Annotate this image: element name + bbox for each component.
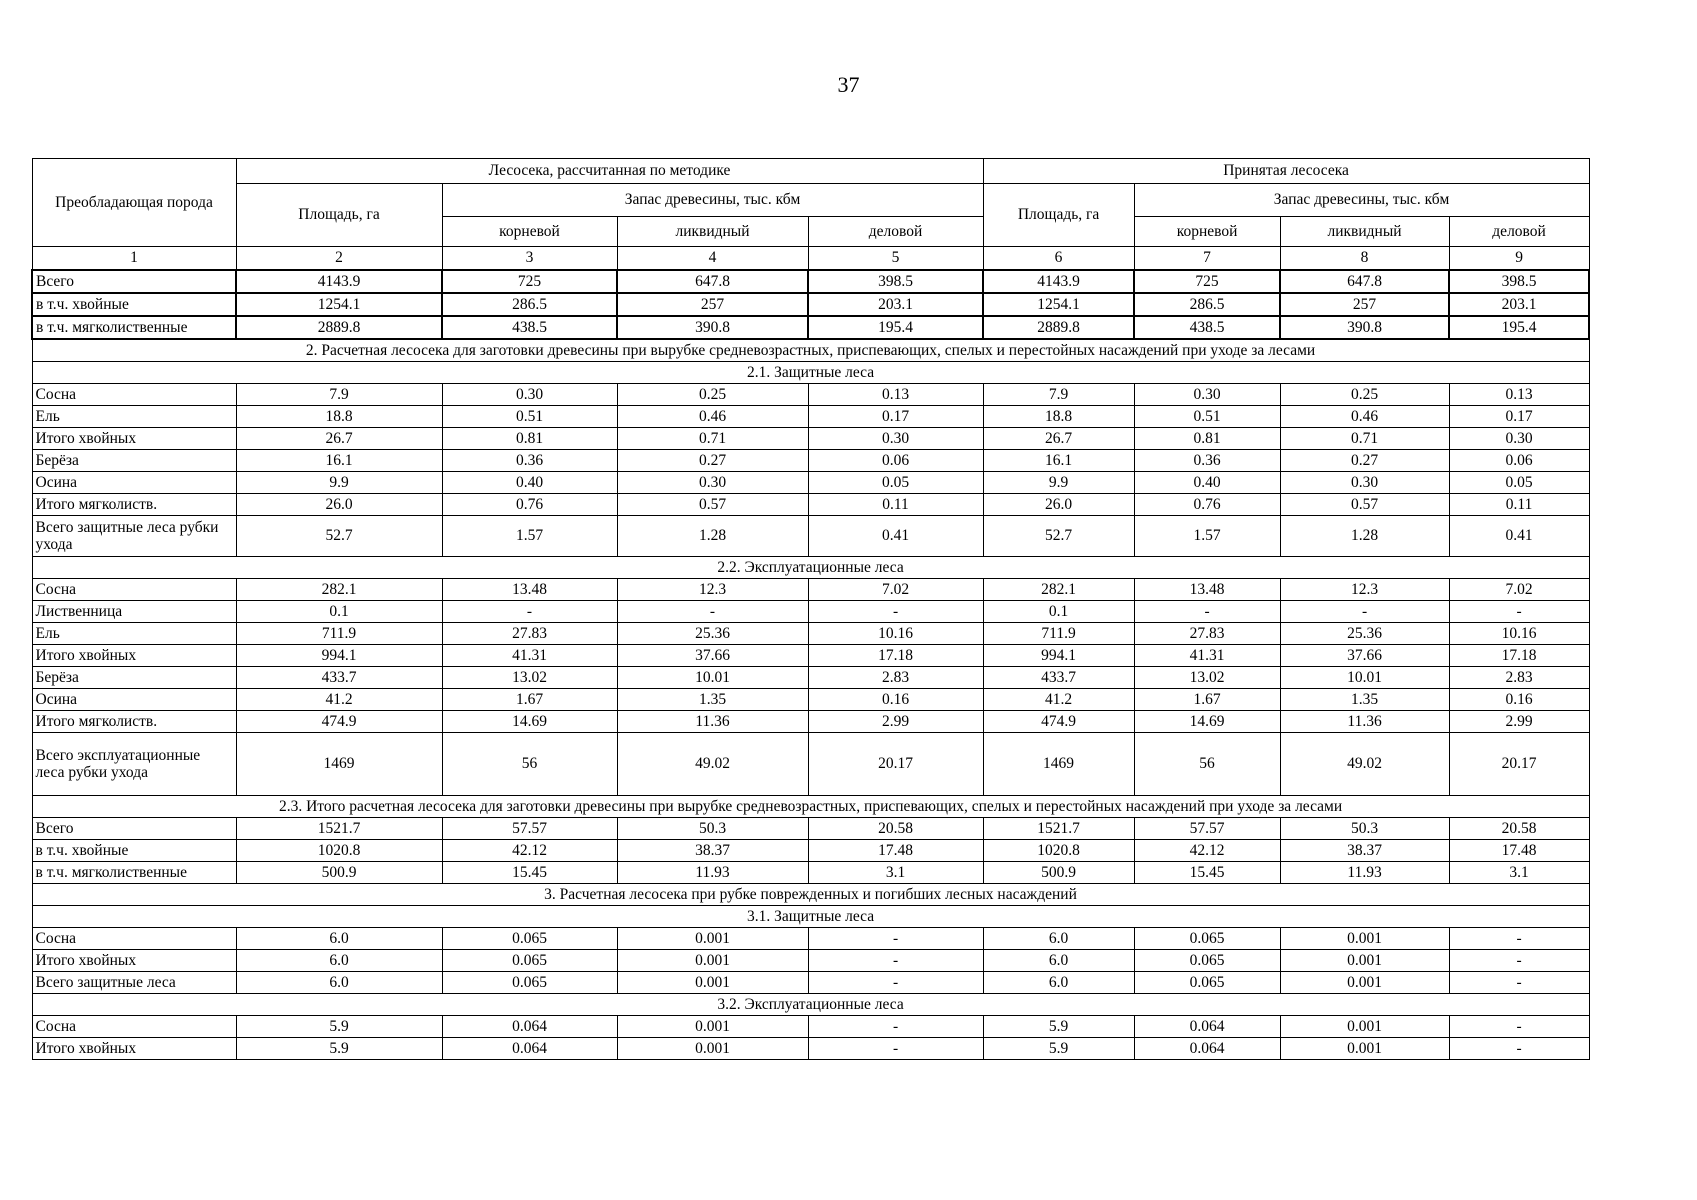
- species-cell: в т.ч. хвойные: [32, 840, 236, 862]
- value-cell: 0.1: [236, 601, 442, 623]
- table-row: [32, 623, 1589, 645]
- value-cell: 1.35: [617, 689, 808, 711]
- value-cell: 6.0: [236, 950, 442, 972]
- species-cell: в т.ч. мягколиственные: [32, 316, 236, 339]
- value-cell: 27.83: [1134, 623, 1280, 645]
- value-cell: 12.3: [617, 579, 808, 601]
- species-cell: Сосна: [32, 384, 236, 406]
- value-cell: 3.1: [808, 862, 983, 884]
- value-cell: 0.13: [1449, 384, 1589, 406]
- species-cell: Ель: [32, 623, 236, 645]
- species-cell: Всего защитные леса рубки ухода: [32, 516, 236, 557]
- section-heading: 2.2. Эксплуатационные леса: [32, 557, 1589, 579]
- value-cell: -: [617, 601, 808, 623]
- value-cell: 390.8: [1280, 316, 1449, 339]
- value-cell: 286.5: [1134, 293, 1280, 316]
- value-cell: 1521.7: [983, 818, 1134, 840]
- value-cell: -: [1280, 601, 1449, 623]
- value-cell: 0.1: [983, 601, 1134, 623]
- species-cell: Сосна: [32, 1016, 236, 1038]
- value-cell: 37.66: [617, 645, 808, 667]
- table-row: [32, 428, 1589, 450]
- value-cell: 49.02: [617, 733, 808, 796]
- value-cell: 11.93: [1280, 862, 1449, 884]
- section-row: [32, 884, 1589, 906]
- value-cell: 1.35: [1280, 689, 1449, 711]
- value-cell: 0.46: [1280, 406, 1449, 428]
- value-cell: 0.17: [808, 406, 983, 428]
- value-cell: 20.17: [808, 733, 983, 796]
- value-cell: 203.1: [1449, 293, 1589, 316]
- header-business-accepted: деловой: [1449, 217, 1589, 247]
- column-number: 4: [617, 247, 808, 271]
- value-cell: 50.3: [617, 818, 808, 840]
- value-cell: 0.065: [442, 972, 617, 994]
- table-row: [32, 1016, 1589, 1038]
- value-cell: 0.001: [617, 1016, 808, 1038]
- table-row: [32, 293, 1589, 316]
- value-cell: 50.3: [1280, 818, 1449, 840]
- value-cell: 0.25: [617, 384, 808, 406]
- value-cell: 286.5: [442, 293, 617, 316]
- column-number: 1: [32, 247, 236, 271]
- value-cell: 2.83: [1449, 667, 1589, 689]
- header-business-calculated: деловой: [808, 217, 983, 247]
- value-cell: 0.81: [1134, 428, 1280, 450]
- table-row: [32, 840, 1589, 862]
- species-cell: Лиственница: [32, 601, 236, 623]
- header-area-calculated: Площадь, га: [236, 184, 442, 247]
- value-cell: 5.9: [983, 1016, 1134, 1038]
- header-area-accepted: Площадь, га: [983, 184, 1134, 247]
- table-row: [32, 384, 1589, 406]
- table-row: [32, 711, 1589, 733]
- value-cell: 1.57: [442, 516, 617, 557]
- value-cell: 0.71: [1280, 428, 1449, 450]
- value-cell: 438.5: [1134, 316, 1280, 339]
- value-cell: 14.69: [1134, 711, 1280, 733]
- value-cell: 41.2: [983, 689, 1134, 711]
- value-cell: 13.02: [1134, 667, 1280, 689]
- value-cell: 0.46: [617, 406, 808, 428]
- value-cell: 20.58: [808, 818, 983, 840]
- table-row: [32, 689, 1589, 711]
- value-cell: 0.065: [1134, 928, 1280, 950]
- value-cell: 0.001: [1280, 1016, 1449, 1038]
- column-number: 9: [1449, 247, 1589, 271]
- value-cell: 438.5: [442, 316, 617, 339]
- species-cell: Всего эксплуатационные леса рубки ухода: [32, 733, 236, 796]
- value-cell: 195.4: [808, 316, 983, 339]
- value-cell: 0.30: [1134, 384, 1280, 406]
- value-cell: 0.40: [442, 472, 617, 494]
- species-cell: Сосна: [32, 928, 236, 950]
- section-heading: 3.2. Эксплуатационные леса: [32, 994, 1589, 1016]
- value-cell: 38.37: [617, 840, 808, 862]
- value-cell: 6.0: [983, 950, 1134, 972]
- value-cell: 56: [1134, 733, 1280, 796]
- forest-cutting-table: [31, 158, 1590, 1060]
- value-cell: 10.01: [617, 667, 808, 689]
- table-row: [32, 667, 1589, 689]
- species-cell: Берёза: [32, 450, 236, 472]
- value-cell: 4143.9: [983, 270, 1134, 293]
- value-cell: 37.66: [1280, 645, 1449, 667]
- value-cell: 0.13: [808, 384, 983, 406]
- value-cell: 16.1: [236, 450, 442, 472]
- value-cell: 25.36: [1280, 623, 1449, 645]
- value-cell: 0.27: [1280, 450, 1449, 472]
- value-cell: 26.7: [236, 428, 442, 450]
- species-cell: Всего: [32, 818, 236, 840]
- value-cell: 57.57: [1134, 818, 1280, 840]
- value-cell: 52.7: [983, 516, 1134, 557]
- table-row: [32, 450, 1589, 472]
- table-body: [32, 270, 1589, 1060]
- species-cell: Всего защитные леса: [32, 972, 236, 994]
- value-cell: 1469: [983, 733, 1134, 796]
- value-cell: 1020.8: [236, 840, 442, 862]
- header-group-calculated: Лесосека, рассчитанная по методике: [236, 159, 983, 184]
- value-cell: 18.8: [983, 406, 1134, 428]
- value-cell: 3.1: [1449, 862, 1589, 884]
- value-cell: 0.001: [617, 1038, 808, 1060]
- value-cell: 474.9: [236, 711, 442, 733]
- value-cell: 1469: [236, 733, 442, 796]
- value-cell: 6.0: [236, 928, 442, 950]
- value-cell: 17.18: [808, 645, 983, 667]
- value-cell: 26.0: [983, 494, 1134, 516]
- value-cell: 433.7: [236, 667, 442, 689]
- value-cell: 15.45: [1134, 862, 1280, 884]
- table-row: [32, 733, 1589, 796]
- section-heading: 3.1. Защитные леса: [32, 906, 1589, 928]
- value-cell: 0.065: [1134, 950, 1280, 972]
- value-cell: 0.25: [1280, 384, 1449, 406]
- column-number: 3: [442, 247, 617, 271]
- value-cell: 41.31: [442, 645, 617, 667]
- header-liquid-accepted: ликвидный: [1280, 217, 1449, 247]
- value-cell: 0.11: [808, 494, 983, 516]
- value-cell: 0.30: [1280, 472, 1449, 494]
- value-cell: 0.16: [1449, 689, 1589, 711]
- table-row: [32, 516, 1589, 557]
- value-cell: 7.02: [808, 579, 983, 601]
- value-cell: 4143.9: [236, 270, 442, 293]
- species-cell: Сосна: [32, 579, 236, 601]
- value-cell: -: [808, 1038, 983, 1060]
- value-cell: 390.8: [617, 316, 808, 339]
- value-cell: 18.8: [236, 406, 442, 428]
- table-row: [32, 601, 1589, 623]
- value-cell: 647.8: [1280, 270, 1449, 293]
- species-cell: Итого мягколиств.: [32, 711, 236, 733]
- value-cell: -: [808, 950, 983, 972]
- value-cell: 42.12: [442, 840, 617, 862]
- value-cell: 20.17: [1449, 733, 1589, 796]
- value-cell: 0.51: [1134, 406, 1280, 428]
- table-row: [32, 928, 1589, 950]
- value-cell: 0.30: [808, 428, 983, 450]
- value-cell: 0.064: [1134, 1016, 1280, 1038]
- table-row: [32, 270, 1589, 293]
- value-cell: 1254.1: [236, 293, 442, 316]
- value-cell: -: [1449, 1016, 1589, 1038]
- value-cell: 1020.8: [983, 840, 1134, 862]
- value-cell: 26.0: [236, 494, 442, 516]
- column-number: 8: [1280, 247, 1449, 271]
- value-cell: 0.05: [808, 472, 983, 494]
- value-cell: 10.16: [1449, 623, 1589, 645]
- value-cell: 282.1: [236, 579, 442, 601]
- species-cell: Итого хвойных: [32, 950, 236, 972]
- value-cell: 15.45: [442, 862, 617, 884]
- species-cell: в т.ч. хвойные: [32, 293, 236, 316]
- table-row: [32, 1038, 1589, 1060]
- section-row: [32, 906, 1589, 928]
- species-cell: Итого хвойных: [32, 428, 236, 450]
- value-cell: 13.48: [442, 579, 617, 601]
- value-cell: 6.0: [983, 972, 1134, 994]
- section-heading: 2.1. Защитные леса: [32, 362, 1589, 384]
- value-cell: 398.5: [808, 270, 983, 293]
- value-cell: 0.06: [808, 450, 983, 472]
- value-cell: 5.9: [236, 1038, 442, 1060]
- species-cell: Осина: [32, 689, 236, 711]
- value-cell: 49.02: [1280, 733, 1449, 796]
- header-species: Преобладающая порода: [32, 159, 236, 247]
- value-cell: 6.0: [236, 972, 442, 994]
- value-cell: 20.58: [1449, 818, 1589, 840]
- value-cell: 0.001: [1280, 928, 1449, 950]
- value-cell: 1521.7: [236, 818, 442, 840]
- value-cell: 1254.1: [983, 293, 1134, 316]
- value-cell: 17.48: [1449, 840, 1589, 862]
- species-cell: Итого хвойных: [32, 1038, 236, 1060]
- value-cell: 0.41: [1449, 516, 1589, 557]
- table-row: [32, 494, 1589, 516]
- value-cell: 500.9: [983, 862, 1134, 884]
- value-cell: 5.9: [236, 1016, 442, 1038]
- value-cell: 0.11: [1449, 494, 1589, 516]
- section-row: [32, 339, 1589, 362]
- value-cell: 1.67: [1134, 689, 1280, 711]
- value-cell: 0.36: [442, 450, 617, 472]
- value-cell: 0.71: [617, 428, 808, 450]
- value-cell: -: [808, 928, 983, 950]
- value-cell: 1.28: [617, 516, 808, 557]
- column-number: 6: [983, 247, 1134, 271]
- value-cell: -: [1449, 972, 1589, 994]
- table-row: [32, 950, 1589, 972]
- header-stock-accepted: Запас древесины, тыс. кбм: [1134, 184, 1589, 217]
- section-heading: 2. Расчетная лесосека для заготовки древесины при вырубке средневозрастных, приспевающих, спелых и перестойных насаждений при уходе за лесами: [32, 339, 1589, 362]
- value-cell: 0.064: [1134, 1038, 1280, 1060]
- value-cell: 0.065: [442, 928, 617, 950]
- value-cell: 41.31: [1134, 645, 1280, 667]
- value-cell: -: [442, 601, 617, 623]
- value-cell: 0.065: [1134, 972, 1280, 994]
- species-cell: Итого хвойных: [32, 645, 236, 667]
- value-cell: 195.4: [1449, 316, 1589, 339]
- value-cell: 0.51: [442, 406, 617, 428]
- value-cell: 42.12: [1134, 840, 1280, 862]
- value-cell: 2.99: [1449, 711, 1589, 733]
- value-cell: 711.9: [983, 623, 1134, 645]
- header-stock-calculated: Запас древесины, тыс. кбм: [442, 184, 983, 217]
- value-cell: 0.064: [442, 1038, 617, 1060]
- value-cell: 11.93: [617, 862, 808, 884]
- value-cell: 0.30: [617, 472, 808, 494]
- value-cell: 56: [442, 733, 617, 796]
- value-cell: 0.001: [1280, 972, 1449, 994]
- header-root-accepted: корневой: [1134, 217, 1280, 247]
- value-cell: 9.9: [236, 472, 442, 494]
- value-cell: 994.1: [983, 645, 1134, 667]
- value-cell: 2889.8: [236, 316, 442, 339]
- value-cell: 0.064: [442, 1016, 617, 1038]
- value-cell: 25.36: [617, 623, 808, 645]
- value-cell: 711.9: [236, 623, 442, 645]
- value-cell: 0.30: [1449, 428, 1589, 450]
- value-cell: 0.001: [617, 950, 808, 972]
- value-cell: 12.3: [1280, 579, 1449, 601]
- table-row: [32, 406, 1589, 428]
- value-cell: 13.48: [1134, 579, 1280, 601]
- value-cell: 725: [442, 270, 617, 293]
- value-cell: 725: [1134, 270, 1280, 293]
- value-cell: 0.40: [1134, 472, 1280, 494]
- value-cell: 282.1: [983, 579, 1134, 601]
- species-cell: Всего: [32, 270, 236, 293]
- value-cell: 2.99: [808, 711, 983, 733]
- column-number: 7: [1134, 247, 1280, 271]
- value-cell: 0.41: [808, 516, 983, 557]
- value-cell: -: [1449, 601, 1589, 623]
- value-cell: 9.9: [983, 472, 1134, 494]
- value-cell: 257: [617, 293, 808, 316]
- value-cell: 52.7: [236, 516, 442, 557]
- table-row: [32, 472, 1589, 494]
- value-cell: 6.0: [983, 928, 1134, 950]
- value-cell: -: [1449, 1038, 1589, 1060]
- header-group-accepted: Принятая лесосека: [983, 159, 1589, 184]
- value-cell: 474.9: [983, 711, 1134, 733]
- value-cell: 0.06: [1449, 450, 1589, 472]
- value-cell: 5.9: [983, 1038, 1134, 1060]
- value-cell: 0.001: [1280, 950, 1449, 972]
- column-number: 2: [236, 247, 442, 271]
- value-cell: 0.30: [442, 384, 617, 406]
- column-number: 5: [808, 247, 983, 271]
- value-cell: 0.001: [1280, 1038, 1449, 1060]
- table-row: [32, 972, 1589, 994]
- value-cell: 398.5: [1449, 270, 1589, 293]
- value-cell: 26.7: [983, 428, 1134, 450]
- value-cell: 0.001: [617, 972, 808, 994]
- table-row: [32, 316, 1589, 339]
- value-cell: 0.001: [617, 928, 808, 950]
- value-cell: 0.16: [808, 689, 983, 711]
- species-cell: в т.ч. мягколиственные: [32, 862, 236, 884]
- value-cell: -: [1134, 601, 1280, 623]
- value-cell: -: [808, 1016, 983, 1038]
- section-heading: 2.3. Итого расчетная лесосека для заготовки древесины при вырубке средневозрастных, приспевающих, спелых и перестойных насаждений при уходе за лесами: [32, 796, 1589, 818]
- value-cell: -: [808, 972, 983, 994]
- value-cell: 10.16: [808, 623, 983, 645]
- value-cell: 17.48: [808, 840, 983, 862]
- value-cell: 0.36: [1134, 450, 1280, 472]
- value-cell: 0.76: [442, 494, 617, 516]
- value-cell: 38.37: [1280, 840, 1449, 862]
- value-cell: 0.76: [1134, 494, 1280, 516]
- value-cell: 0.81: [442, 428, 617, 450]
- value-cell: -: [808, 601, 983, 623]
- section-heading: 3. Расчетная лесосека при рубке поврежденных и погибших лесных насаждений: [32, 884, 1589, 906]
- value-cell: 0.57: [617, 494, 808, 516]
- table-row: [32, 645, 1589, 667]
- value-cell: -: [1449, 950, 1589, 972]
- value-cell: 2889.8: [983, 316, 1134, 339]
- value-cell: 203.1: [808, 293, 983, 316]
- value-cell: -: [1449, 928, 1589, 950]
- section-row: [32, 796, 1589, 818]
- value-cell: 0.05: [1449, 472, 1589, 494]
- value-cell: 7.9: [983, 384, 1134, 406]
- value-cell: 0.27: [617, 450, 808, 472]
- value-cell: 1.57: [1134, 516, 1280, 557]
- species-cell: Ель: [32, 406, 236, 428]
- value-cell: 1.67: [442, 689, 617, 711]
- section-row: [32, 994, 1589, 1016]
- value-cell: 500.9: [236, 862, 442, 884]
- value-cell: 57.57: [442, 818, 617, 840]
- value-cell: 1.28: [1280, 516, 1449, 557]
- value-cell: 0.57: [1280, 494, 1449, 516]
- table-row: [32, 579, 1589, 601]
- section-row: [32, 362, 1589, 384]
- species-cell: Итого мягколиств.: [32, 494, 236, 516]
- table-row: [32, 818, 1589, 840]
- species-cell: Осина: [32, 472, 236, 494]
- value-cell: 14.69: [442, 711, 617, 733]
- value-cell: 7.9: [236, 384, 442, 406]
- species-cell: Берёза: [32, 667, 236, 689]
- value-cell: 11.36: [1280, 711, 1449, 733]
- value-cell: 433.7: [983, 667, 1134, 689]
- value-cell: 17.18: [1449, 645, 1589, 667]
- value-cell: 27.83: [442, 623, 617, 645]
- section-row: [32, 557, 1589, 579]
- value-cell: 41.2: [236, 689, 442, 711]
- page-number: 37: [837, 72, 860, 97]
- value-cell: 11.36: [617, 711, 808, 733]
- value-cell: 647.8: [617, 270, 808, 293]
- value-cell: 0.17: [1449, 406, 1589, 428]
- value-cell: 7.02: [1449, 579, 1589, 601]
- value-cell: 13.02: [442, 667, 617, 689]
- value-cell: 2.83: [808, 667, 983, 689]
- header-liquid-calculated: ликвидный: [617, 217, 808, 247]
- header-root-calculated: корневой: [442, 217, 617, 247]
- value-cell: 994.1: [236, 645, 442, 667]
- value-cell: 0.065: [442, 950, 617, 972]
- table-row: [32, 862, 1589, 884]
- value-cell: 10.01: [1280, 667, 1449, 689]
- value-cell: 16.1: [983, 450, 1134, 472]
- value-cell: 257: [1280, 293, 1449, 316]
